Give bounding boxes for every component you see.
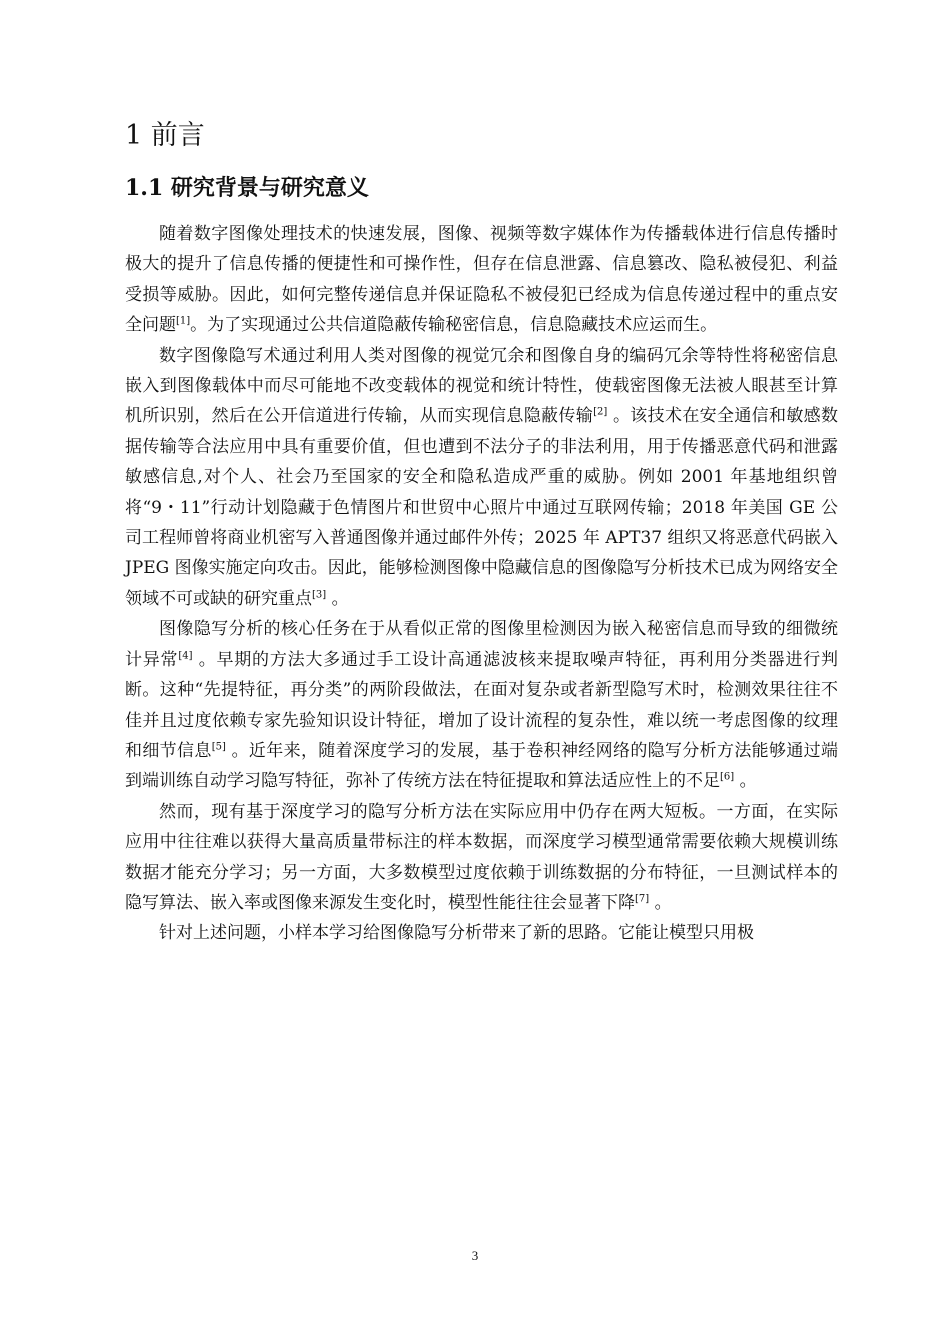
citation-ref: [1] — [176, 315, 191, 327]
paragraph-4 — [125, 797, 838, 919]
paragraph-2 — [125, 341, 838, 615]
paragraph-5 — [125, 918, 838, 948]
paragraph-text: 。该技术在安全通信和敏感数据传输等合法应用中具有重要价值，但也遭到不法分子的非法利用，用于传播恶意代码和泄露敏感信息,对个人、社会乃至国家的安全和隐私造成严重的威胁。例如 2001 年基地组织曾将“9・11”行动计划隐藏于色情图片和世贸中心照片中通过互联网传输；2018 年美国 GE 公司工程师曾将商业机密写入普通图像并通过邮件外传；2025 年 APT37 组织又将恶意代码嵌入 JPEG 图像实施定向攻击。因此，能够检测图像中隐藏信息的图像隐写分析技术已成为网络安全领域不可或缺的研究重点 — [125, 406, 838, 609]
paragraph-text: 。 — [649, 892, 672, 913]
citation-ref: [5] — [211, 741, 226, 753]
paragraph-text: 。 — [326, 588, 349, 609]
paragraph-text: 随着数字图像处理技术的快速发展，图像、视频等数字媒体作为传播载体进行信息传播时极大的提升了信息传播的便捷性和可操作性，但存在信息泄露、信息篡改、隐私被侵犯、利益受损等威胁。因此，如何完整传递信息并保证隐私不被侵犯已经成为信息传递过程中的重点安全问题 — [125, 224, 838, 336]
paragraph-3 — [125, 614, 838, 796]
paragraph-text: 图像隐写分析的核心任务在于从看似正常的图像里检测因为嵌入秘密信息而导致的细微统计异常 — [125, 619, 838, 670]
page-number: 3 — [471, 1248, 479, 1263]
paragraph-text: 。 — [734, 771, 757, 792]
section-heading: 1.1 研究背景与研究意义 — [125, 175, 369, 201]
paragraph-text: 。近年来，随着深度学习的发展，基于卷积神经网络的隐写分析方法能够通过端到端训练自动学习隐写特征，弥补了传统方法在特征提取和算法适应性上的不足 — [125, 740, 839, 792]
paragraph-text: 。早期的方法大多通过手工设计高通滤波核来提取噪声特征，再利用分类器进行判断。这种“先提特征，再分类”的两阶段做法，在面对复杂或者新型隐写术时，检测效果往往不佳并且过度依赖专家先验知识设计特征，增加了设计流程的复杂性，难以统一考虑图像的纹理和细节信息 — [125, 649, 838, 761]
paragraph-text: 。为了实现通过公共信道隐蔽传输秘密信息，信息隐藏技术应运而生。 — [190, 315, 718, 336]
chapter-heading: 1 前言 — [125, 120, 205, 151]
citation-ref: [7] — [635, 893, 650, 905]
paragraph-text: 数字图像隐写术通过利用人类对图像的视觉冗余和图像自身的编码冗余等特性将秘密信息嵌入到图像载体中而尽可能地不改变载体的视觉和统计特性，使载密图像无法被人眼甚至计算机所识别，然后在公开信道进行传输，从而实现信息隐蔽传输 — [125, 345, 838, 427]
paragraph-text: 针对上述问题，小样本学习给图像隐写分析带来了新的思路。它能让模型只用极 — [159, 923, 754, 944]
citation-ref: [2] — [593, 406, 608, 418]
citation-ref: [4] — [178, 650, 193, 662]
paragraph-1 — [125, 219, 838, 341]
citation-ref: [6] — [720, 771, 735, 783]
paragraph-text: 然而，现有基于深度学习的隐写分析方法在实际应用中仍存在两大短板。一方面，在实际应用中往往难以获得大量高质量带标注的样本数据，而深度学习模型通常需要依赖大规模训练数据才能充分学习；另一方面，大多数模型过度依赖于训练数据的分布特征，一旦测试样本的隐写算法、嵌入率或图像来源发生变化时，模型性能往往会显著下降 — [125, 801, 838, 913]
citation-ref: [3] — [312, 589, 327, 601]
body-text — [125, 219, 838, 949]
